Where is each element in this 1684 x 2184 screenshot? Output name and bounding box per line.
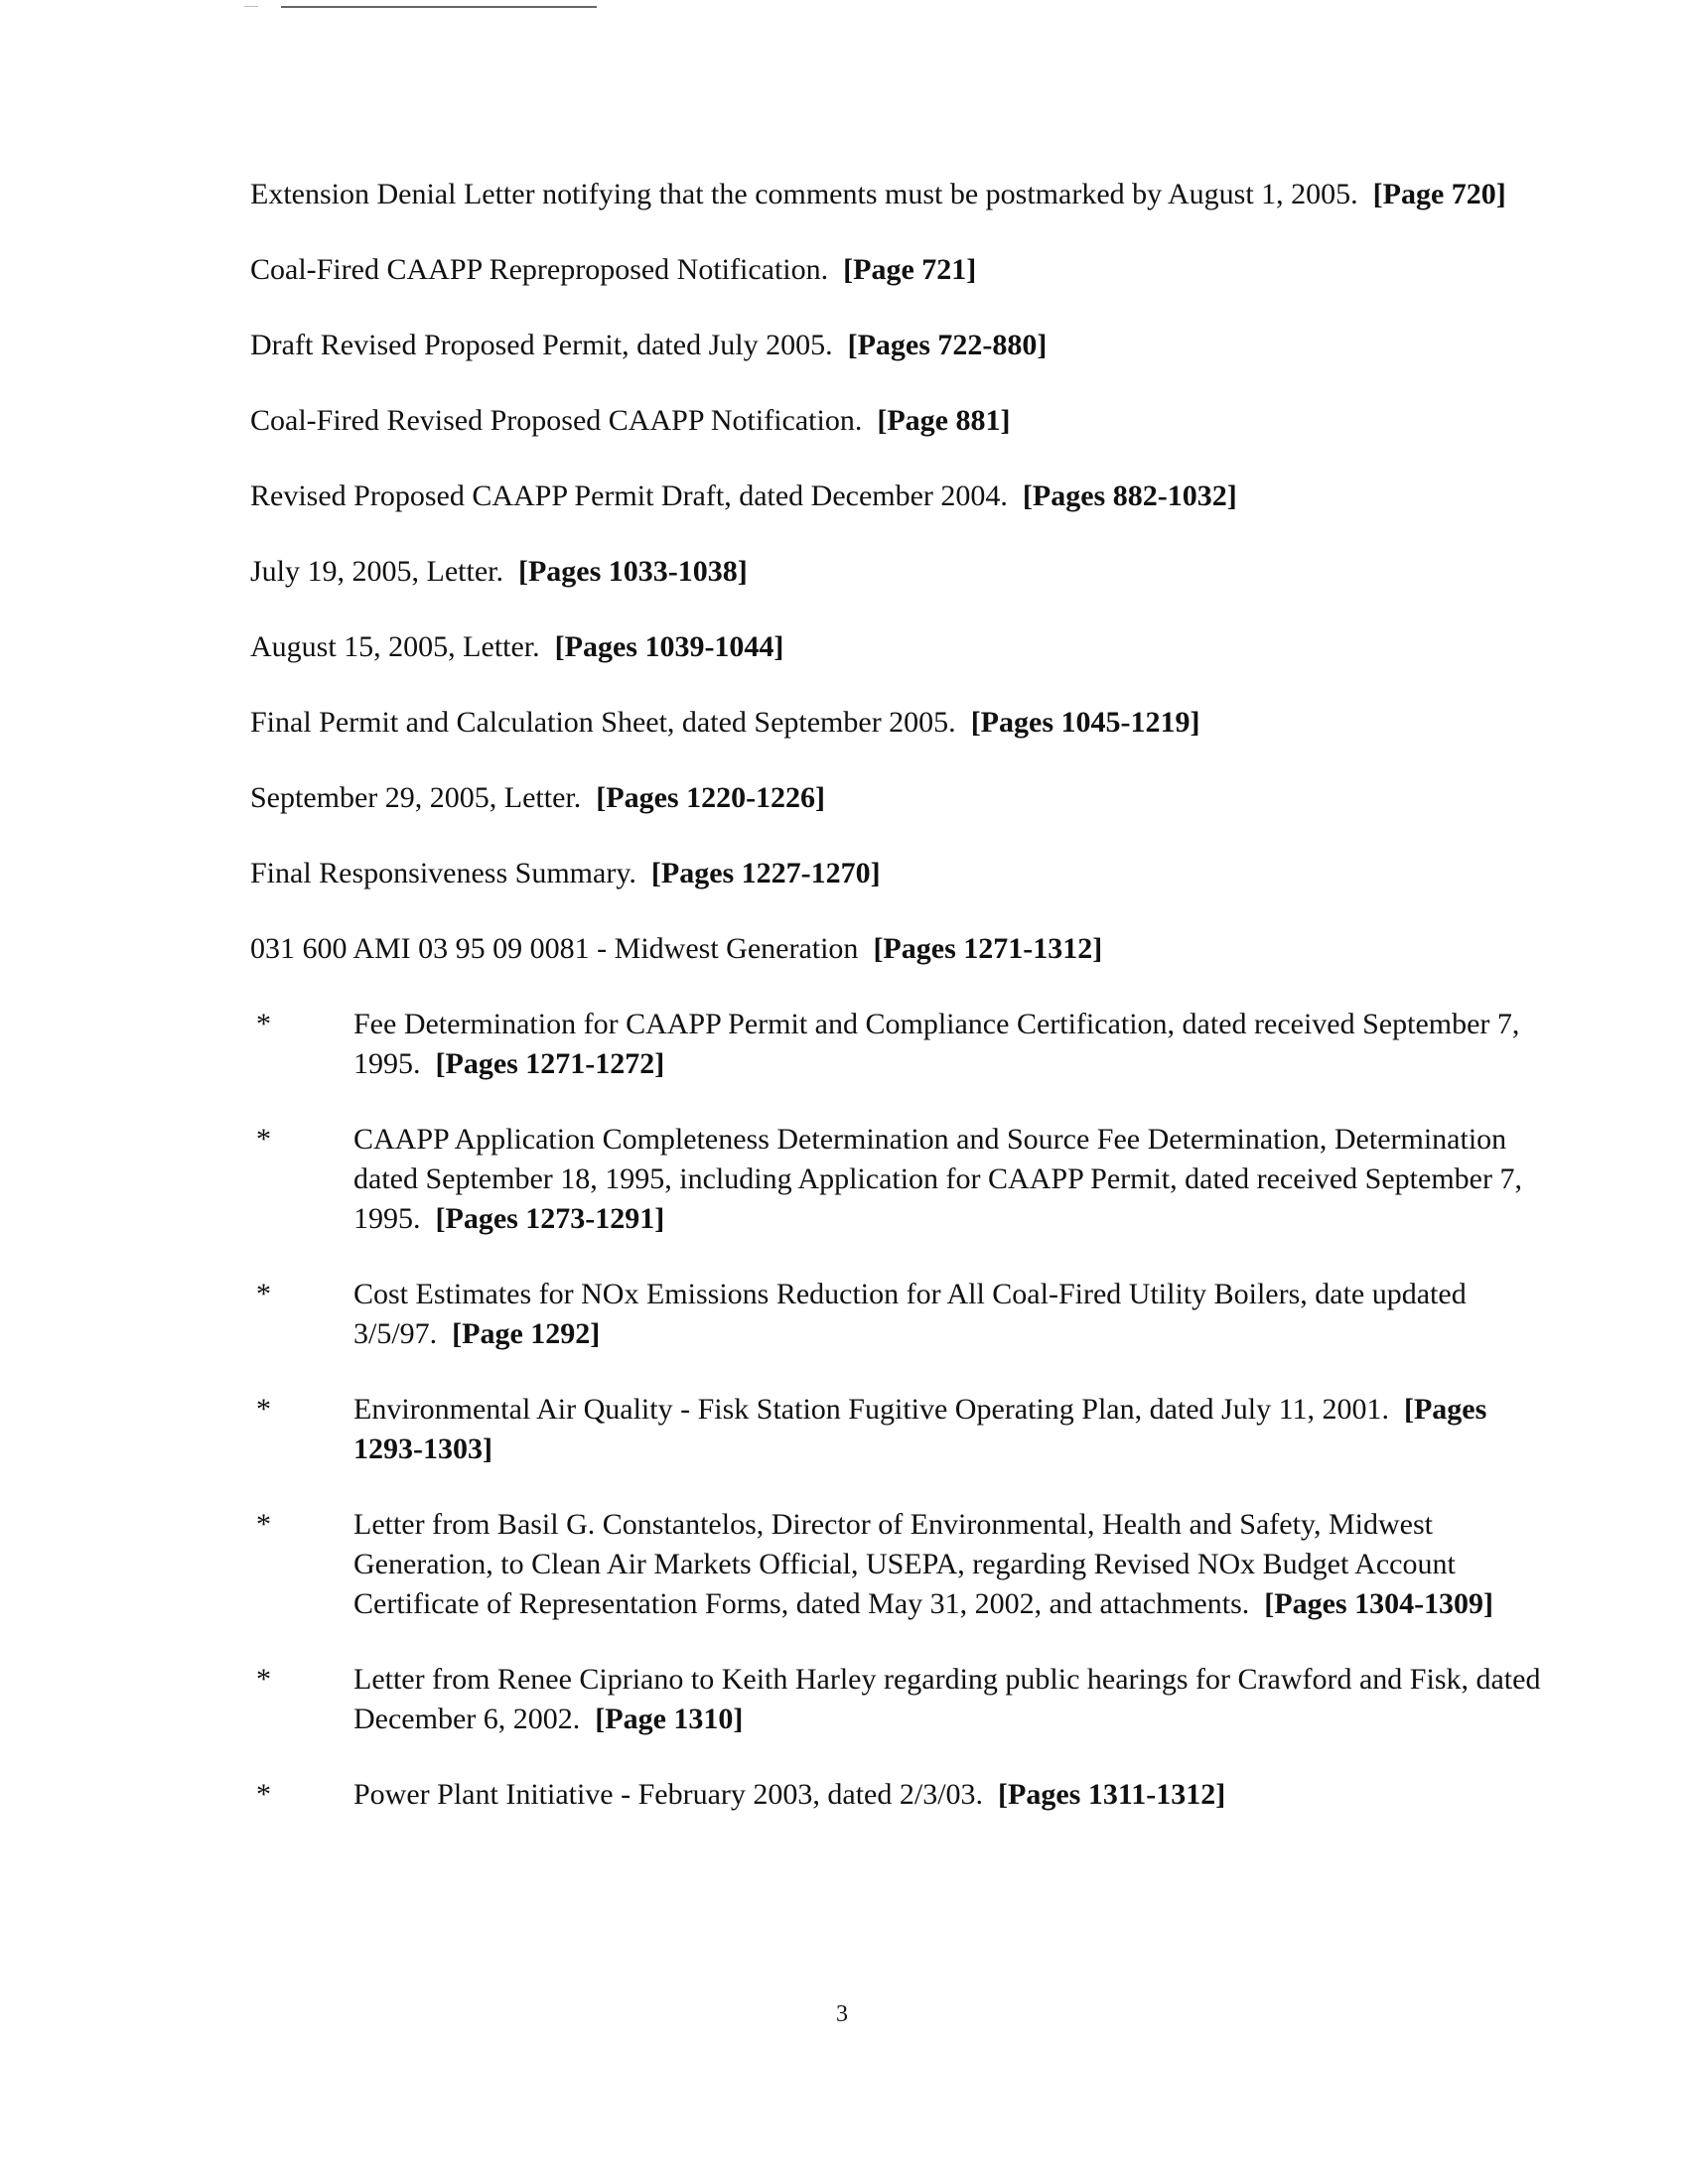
- entry-text: August 15, 2005, Letter.: [250, 630, 540, 663]
- page-reference: [Pages 1304-1309]: [1264, 1587, 1494, 1620]
- page-reference: [Page 1310]: [595, 1703, 744, 1735]
- page-reference: [Pages 722-880]: [847, 329, 1048, 361]
- page-reference: [Pages 1271-1312]: [873, 932, 1103, 965]
- bullet-list: [250, 1005, 1541, 1815]
- bullet-text: Letter from Basil G. Constantelos, Director of Environmental, Health and Safety, Midwest Generation, to Clean Air Markets Official, USEPA, regarding Revised NOx Budget Account Certificate of Representation Forms, dated May 31, 2002, and attachments.: [353, 1508, 1456, 1620]
- bullet-marker: *: [256, 1393, 271, 1426]
- bullet-text: Letter from Renee Cipriano to Keith Harley regarding public hearings for Crawford and Fisk, dated December 6, 2002.: [353, 1663, 1541, 1735]
- entry-text: September 29, 2005, Letter.: [250, 781, 582, 814]
- page-reference: [Pages 1227-1270]: [650, 857, 881, 889]
- list-item: [250, 250, 1541, 290]
- list-item: [250, 175, 1541, 214]
- entry-text: 031 600 AMI 03 95 09 0081 - Midwest Generation: [250, 932, 859, 965]
- bullet-item: [250, 1120, 1541, 1239]
- page-reference: [Page 721]: [843, 253, 977, 286]
- list-item: [250, 703, 1541, 743]
- top-rule: [281, 6, 597, 8]
- bullet-item: [250, 1775, 1541, 1815]
- page-reference: [Page 1292]: [452, 1317, 601, 1350]
- bullet-marker: *: [256, 1278, 271, 1310]
- bullet-text: Environmental Air Quality - Fisk Station Fugitive Operating Plan, dated July 11, 2001.: [353, 1393, 1389, 1426]
- bullet-text: Power Plant Initiative - February 2003, dated 2/3/03.: [353, 1778, 984, 1811]
- entry-text: Extension Denial Letter notifying that the comments must be postmarked by August 1, 2005.: [250, 178, 1358, 210]
- bullet-item: [250, 1390, 1541, 1469]
- page-reference: [Pages 1033-1038]: [517, 555, 748, 588]
- page-reference: [Pages 1273-1291]: [435, 1202, 665, 1235]
- page-reference: [Pages 1220-1226]: [596, 781, 826, 814]
- bullet-item: [250, 1660, 1541, 1739]
- page-number: 3: [836, 2001, 848, 2027]
- list-item: [250, 929, 1541, 969]
- list-item: [250, 326, 1541, 365]
- list-item: [250, 778, 1541, 818]
- entry-text: Final Permit and Calculation Sheet, dated September 2005.: [250, 706, 956, 739]
- document-body: [250, 175, 1541, 1850]
- bullet-item: [250, 1275, 1541, 1354]
- page-reference: [Pages 1045-1219]: [970, 706, 1200, 739]
- entry-text: Coal-Fired CAAPP Repreproposed Notification.: [250, 253, 829, 286]
- entry-text: Coal-Fired Revised Proposed CAAPP Notification.: [250, 404, 863, 437]
- list-item: [250, 552, 1541, 592]
- bullet-marker: *: [256, 1663, 271, 1696]
- top-rule-mark: [244, 6, 258, 7]
- list-item: [250, 477, 1541, 516]
- bullet-marker: *: [256, 1508, 271, 1541]
- list-item: [250, 627, 1541, 667]
- bullet-marker: *: [256, 1008, 271, 1040]
- page-reference: [Page 720]: [1372, 178, 1506, 210]
- page-reference: [Pages 1271-1272]: [435, 1047, 665, 1080]
- page-reference: [Pages 1293-1303]: [353, 1393, 1487, 1465]
- bullet-marker: *: [256, 1123, 271, 1156]
- page-reference: [Page 881]: [877, 404, 1011, 437]
- bullet-text: Fee Determination for CAAPP Permit and Compliance Certification, dated received September 7, 1995.: [353, 1008, 1520, 1080]
- page-reference: [Pages 882-1032]: [1022, 479, 1237, 512]
- entry-text: July 19, 2005, Letter.: [250, 555, 503, 588]
- entry-text: Final Responsiveness Summary.: [250, 857, 636, 889]
- bullet-marker: *: [256, 1778, 271, 1811]
- bullet-item: [250, 1505, 1541, 1624]
- entry-text: Draft Revised Proposed Permit, dated July 2005.: [250, 329, 833, 361]
- page-reference: [Pages 1039-1044]: [554, 630, 784, 663]
- bullet-text: Cost Estimates for NOx Emissions Reduction for All Coal-Fired Utility Boilers, date updated 3/5/97.: [353, 1278, 1467, 1350]
- list-item: [250, 401, 1541, 441]
- bullet-text: CAAPP Application Completeness Determination and Source Fee Determination, Determination dated September 18, 1995, including Application for CAAPP Permit, dated received September 7, 1995.: [353, 1123, 1522, 1235]
- bullet-item: [250, 1005, 1541, 1084]
- page-reference: [Pages 1311-1312]: [998, 1778, 1226, 1811]
- list-item: [250, 854, 1541, 893]
- entry-text: Revised Proposed CAAPP Permit Draft, dated December 2004.: [250, 479, 1008, 512]
